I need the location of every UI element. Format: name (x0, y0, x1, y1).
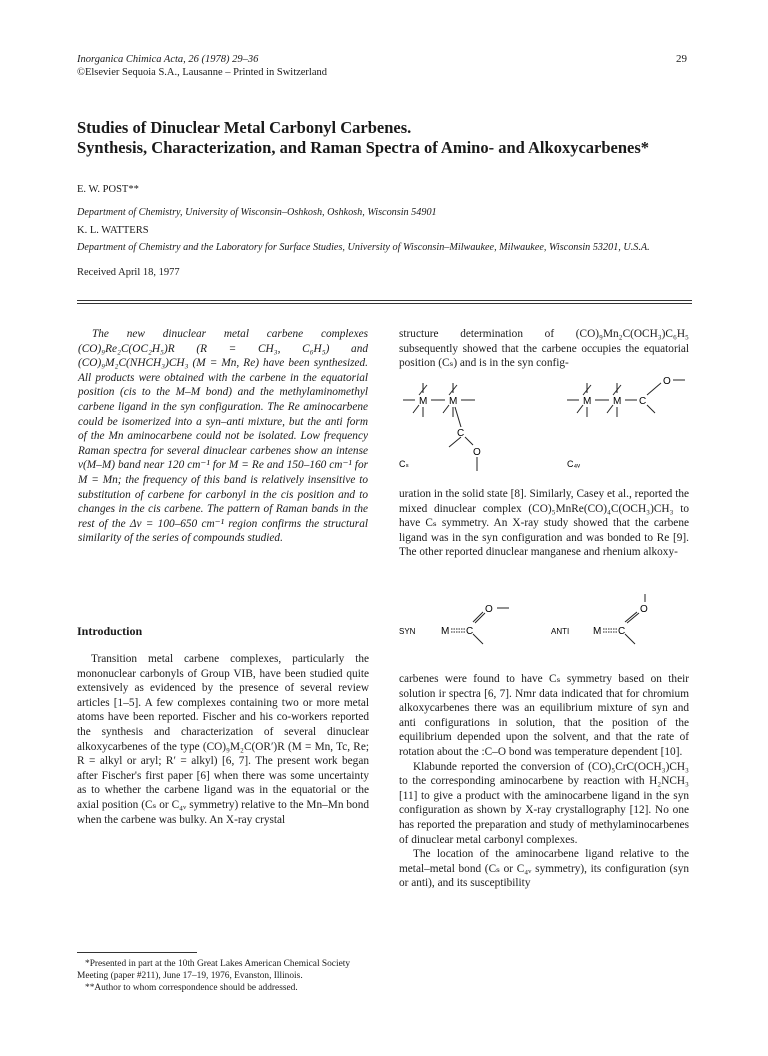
author-affiliation: Department of Chemistry, University of Wisconsin–Oshkosh, Oshkosh, Wisconsin 54901 (77, 207, 437, 218)
intro-paragraph: Transition metal carbene complexes, particularly the mononuclear carbonyls of Group VIB, have been studied quite extensively as evidenced by the presence of several review articles [1–5]. A few complexes containing two or more metal atoms have been reported. Fischer and his co-workers reported the synthesis and characterization of several dinuclear alkoxycarbenes of the type (CO)₉M₂C(OR′)R (M = Mn, Tc, Re; R = alkyl or aryl; R′ = alkyl) [6, 7]. The present work began after Fischer's first paper [6] when there was some uncertainty as to whether the carbene ligand was in the equatorial or the axial position (Cₛ or C₄ᵥ symmetry) relative to the Mn–Mn bond when the carbene was bulky. An X-ray crystal (77, 653, 369, 826)
paper-title (77, 118, 697, 158)
metal-atom: M (419, 396, 428, 407)
page-number: 29 (676, 53, 687, 65)
title-line-2: Synthesis, Characterization, and Raman Spectra of Amino- and Alkoxycarbenes* (77, 138, 650, 157)
footnote-1: *Presented in part at the 10th Great Lakes American Chemical Society Meeting (paper #211), June 17–19, 1976, Evanston, Illinois. (77, 959, 351, 981)
carbene-carbon: C (457, 428, 465, 439)
author-name: K. L. WATTERS (77, 225, 149, 236)
metal-atom: M (449, 396, 458, 407)
right-column-bottom (399, 672, 689, 891)
footnote-2: **Author to whom correspondence should be addressed. (85, 983, 298, 993)
oxygen-atom: O (473, 447, 481, 458)
metal-atom: M (593, 626, 602, 637)
paragraph: structure determination of (CO)₉Mn₂C(OCH₃)C₆H₅ subsequently showed that the carbene occupies the equatorial position (Cₛ) and is in the syn config- (399, 328, 689, 370)
footnote-rule (77, 952, 197, 953)
intro-body (77, 652, 369, 827)
carbene-carbon: C (466, 626, 474, 637)
author-affiliation: Department of Chemistry and the Laboratory for Surface Studies, University of Wisconsin–Milwaukee, Milwaukee, Wisconsin 53201, U.S.A. (77, 242, 650, 253)
paragraph: carbenes were found to have Cₛ symmetry based on their solution ir spectra [6, 7]. Nmr data indicated that for chromium alkoxycarbenes there was an equilibrium mixture of syn and anti configurations in solution, that the position of the equilibrium depended upon the solvent, and that the rate of rotation about the :C–O bond was temperature dependent [10]. (399, 673, 689, 758)
right-column-middle (399, 487, 689, 560)
divider (77, 300, 692, 301)
paragraph: Klabunde reported the conversion of (CO)₅CrC(OCH₃)CH₃ to the corresponding aminocarbene by reaction with H₂NCH₃ [11] to give a product with the aminocarbene ligand in the syn configuration as shown by X-ray crystallography [12]. No one has reported the preparation and study of methylaminocarbenes of dinuclear metal carbonyl complexes. (399, 760, 689, 846)
divider (77, 303, 692, 304)
title-line-1: Studies of Dinuclear Metal Carbonyl Carbenes. (77, 118, 412, 137)
metal-atom: M (583, 396, 592, 407)
oxygen-atom: O (485, 604, 493, 615)
abstract-text: The new dinuclear metal carbene complexes (CO)₉Re₂C(OC₂H₅)R (R = CH₃, C₆H₅) and (CO)₉M₂C(NHCH₃)CH₃ (M = Mn, Re) have been synthesized. All products were obtained with the carbene in the equatorial position (cis to the M–M bond) and the methylaminomethyl carbene ligand in the syn configuration. The Re aminocarbene could be isomerized into a syn–anti mixture, but the anti form of the Mn aminocarbene could not be isolated. Low frequency Raman spectra for several dinuclear carbenes show an intense ν(M–M) band near 120 cm⁻¹ for M = Re and 150–160 cm⁻¹ for M = Mn; the frequency of this band is relatively insensitive to substitution of carbene for carbonyl in the cis position and to changes in the cis carbene. The pattern of Raman bands in the rest of the Δν = 100–650 cm⁻¹ region confirms the structural similarity of the series of compounds studied. (78, 328, 368, 545)
paragraph: uration in the solid state [8]. Similarly, Casey et al., reported the mixed dinuclear complex (CO)₅MnRe(CO)₄C(OCH₃)CH₃ to have Cₛ symmetry. An X-ray study showed that the carbene ligand was in the syn configuration and was bonded to Re [9]. The other reported dinuclear manganese and rhenium alkoxy- (399, 488, 689, 559)
oxygen-atom: O (640, 604, 648, 615)
author-name: E. W. POST** (77, 184, 139, 195)
structure-diagram-cs-c4v (399, 375, 689, 480)
metal-atom: M (441, 626, 450, 637)
received-date: Received April 18, 1977 (77, 267, 180, 278)
journal-citation (77, 53, 327, 79)
symmetry-label-c4v: C₄ᵥ (567, 459, 581, 469)
metal-atom: M (613, 396, 622, 407)
syn-anti-diagram (399, 592, 689, 650)
abstract (78, 327, 368, 546)
publisher-line: ©Elsevier Sequoia S.A., Lausanne – Printed in Switzerland (77, 67, 328, 78)
anti-label: ANTI (551, 627, 570, 636)
symmetry-label-cs: Cₛ (399, 459, 409, 469)
right-column-top (399, 327, 689, 371)
footnotes (77, 958, 369, 994)
section-heading: Introduction (77, 624, 143, 638)
paragraph: The location of the aminocarbene ligand relative to the metal–metal bond (Cₛ or C₄ᵥ symmetry), its configuration (syn or anti), and its susceptibility (399, 848, 689, 890)
syn-label: SYN (399, 627, 416, 636)
journal-line: Inorganica Chimica Acta, 26 (1978) 29–36 (77, 54, 259, 65)
carbene-carbon: C (618, 626, 626, 637)
carbene-carbon: C (639, 396, 647, 407)
oxygen-atom: O (663, 376, 671, 387)
